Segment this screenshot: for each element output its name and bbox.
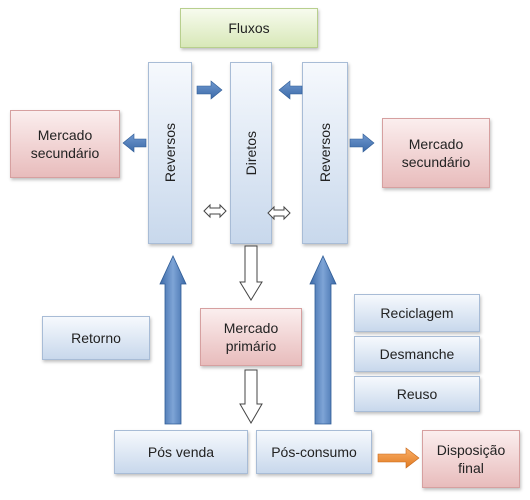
arrow-up-right-icon <box>310 256 336 424</box>
retorno-label: Retorno <box>71 330 121 346</box>
arrow-down-diretos-icon <box>240 246 262 300</box>
column-diretos-label: Diretos <box>243 130 259 176</box>
arrow-right-to-diretos-icon <box>197 81 222 99</box>
reciclagem-label: Reciclagem <box>380 305 454 321</box>
desmanche-label: Desmanche <box>379 346 455 362</box>
arrow-left-to-diretos-icon <box>279 81 302 99</box>
mercado-secundario-left-label: Mercado secundário <box>30 127 100 161</box>
pos-venda-label: Pós venda <box>147 444 215 460</box>
column-reversos-right-label: Reversos <box>317 123 333 183</box>
mercado-secundario-right-label: Mercado secundário <box>401 136 471 170</box>
disposicao-final-label: Disposição final <box>436 442 506 476</box>
pos-consumo-label: Pós-consumo <box>271 444 357 460</box>
arrow-double-right-icon <box>268 207 290 219</box>
arrow-left-to-mercado-secundario-icon <box>123 134 146 152</box>
arrow-up-left-icon <box>160 256 186 424</box>
arrow-right-orange-icon <box>378 448 419 468</box>
reuso-label: Reuso <box>396 386 438 402</box>
mercado-primario-label: Mercado primário <box>223 320 279 354</box>
column-reversos-left-label: Reversos <box>162 123 178 183</box>
arrow-double-left-icon <box>204 205 226 217</box>
title-label: Fluxos <box>228 20 270 36</box>
arrow-right-to-mercado-secundario-icon <box>350 134 374 152</box>
arrow-down-mercado-primario-icon <box>240 370 262 423</box>
